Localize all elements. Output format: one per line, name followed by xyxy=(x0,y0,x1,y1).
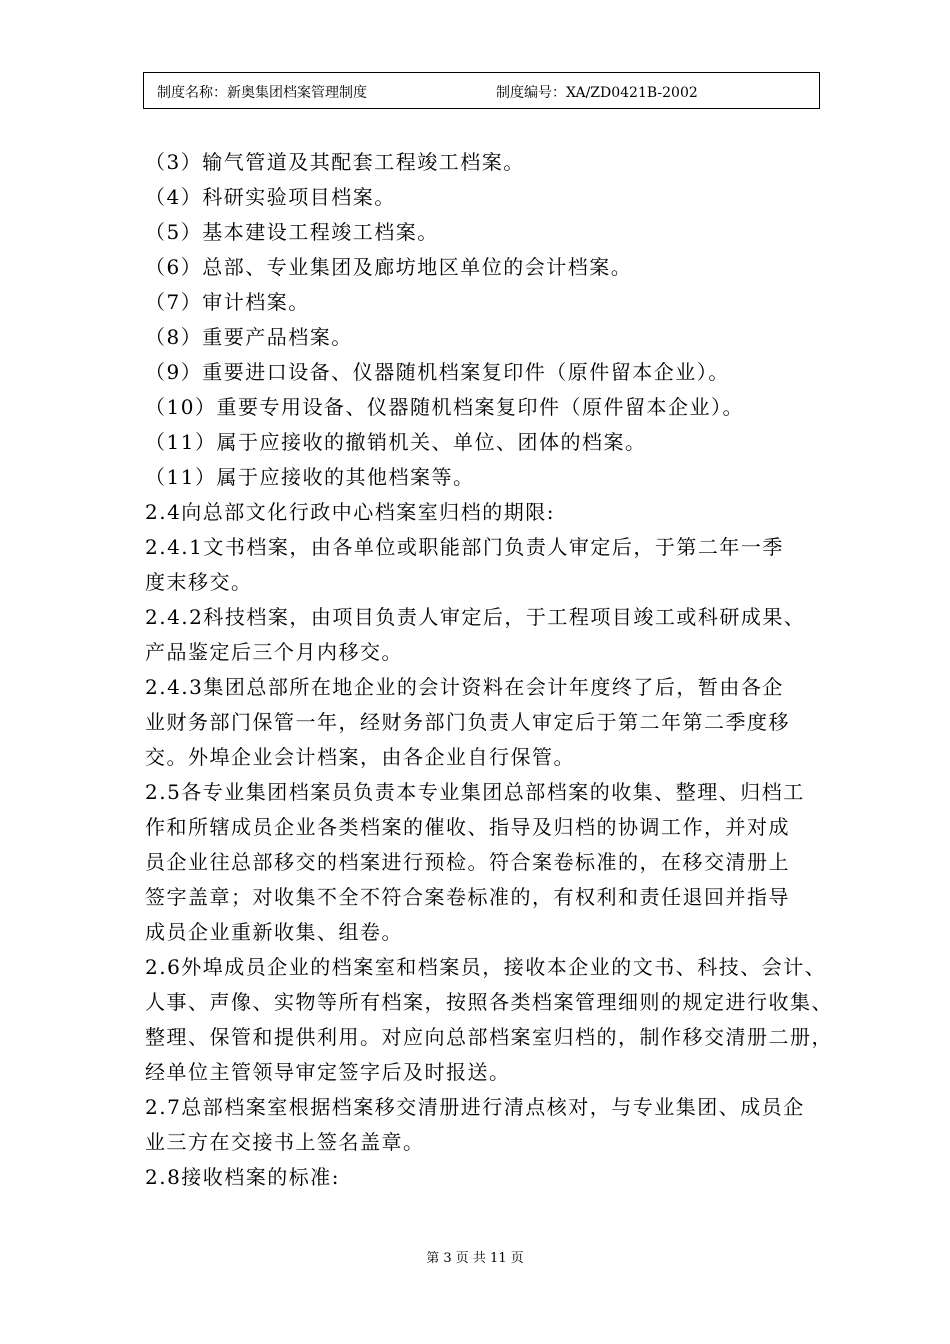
text-line: （8）重要产品档案。 xyxy=(145,325,353,349)
text-line: 2.7总部档案室根据档案移交清册进行清点核对，与专业集团、成员企 xyxy=(145,1095,805,1119)
text-line: 整理、保管和提供利用。对应向总部档案室归档的，制作移交清册二册， xyxy=(145,1025,833,1049)
text-line: 业财务部门保管一年，经财务部门负责人审定后于第二年第二季度移 xyxy=(145,710,790,734)
text-line: 经单位主管领导审定签字后及时报送。 xyxy=(145,1060,511,1084)
text-line: 2.4向总部文化行政中心档案室归档的期限: xyxy=(145,500,556,524)
page-footer xyxy=(0,1247,950,1266)
regulation-code: 制度编号：XA/ZD0421B-2002 xyxy=(496,85,698,101)
text-line: 人事、声像、实物等所有档案，按照各类档案管理细则的规定进行收集、 xyxy=(145,990,833,1014)
text-line: （3）输气管道及其配套工程竣工档案。 xyxy=(145,150,525,174)
text-line: 产品鉴定后三个月内移交。 xyxy=(145,640,403,664)
text-line: （5）基本建设工程竣工档案。 xyxy=(145,220,439,244)
text-line: 交。外埠企业会计档案，由各企业自行保管。 xyxy=(145,745,575,769)
text-line: （6）总部、专业集团及廊坊地区单位的会计档案。 xyxy=(145,255,633,279)
page-number: 第 3 页 共 11 页 xyxy=(426,1251,524,1266)
text-line: 度末移交。 xyxy=(145,570,253,594)
text-line: （9）重要进口设备、仪器随机档案复印件（原件留本企业）。 xyxy=(145,360,730,384)
text-line: 业三方在交接书上签名盖章。 xyxy=(145,1130,425,1154)
text-line: 签字盖章；对收集不全不符合案卷标准的，有权利和责任退回并指导 xyxy=(145,885,790,909)
text-line: （11）属于应接收的其他档案等。 xyxy=(145,465,475,489)
text-line: （10）重要专用设备、仪器随机档案复印件（原件留本企业）。 xyxy=(145,395,744,419)
document-body xyxy=(145,145,845,1195)
text-line: （11）属于应接收的撤销机关、单位、团体的档案。 xyxy=(145,430,647,454)
text-line: 2.6外埠成员企业的档案室和档案员，接收本企业的文书、科技、会计、 xyxy=(145,955,827,979)
text-line: 成员企业重新收集、组卷。 xyxy=(145,920,403,944)
text-line: （7）审计档案。 xyxy=(145,290,310,314)
text-line: 员企业往总部移交的档案进行预检。符合案卷标准的，在移交清册上 xyxy=(145,850,790,874)
text-line: 作和所辖成员企业各类档案的催收、指导及归档的协调工作，并对成 xyxy=(145,815,790,839)
text-line: 2.8接收档案的标准: xyxy=(145,1165,341,1189)
regulation-name: 制度名称：新奥集团档案管理制度 xyxy=(157,85,367,101)
text-line: 2.4.3集团总部所在地企业的会计资料在会计年度终了后，暂由各企 xyxy=(145,675,784,699)
document-header xyxy=(143,72,820,109)
text-line: 2.4.1文书档案，由各单位或职能部门负责人审定后，于第二年一季 xyxy=(145,535,784,559)
text-line: （4）科研实验项目档案。 xyxy=(145,185,396,209)
text-line: 2.4.2科技档案，由项目负责人审定后，于工程项目竣工或科研成果、 xyxy=(145,605,806,629)
text-line: 2.5各专业集团档案员负责本专业集团总部档案的收集、整理、归档工 xyxy=(145,780,805,804)
